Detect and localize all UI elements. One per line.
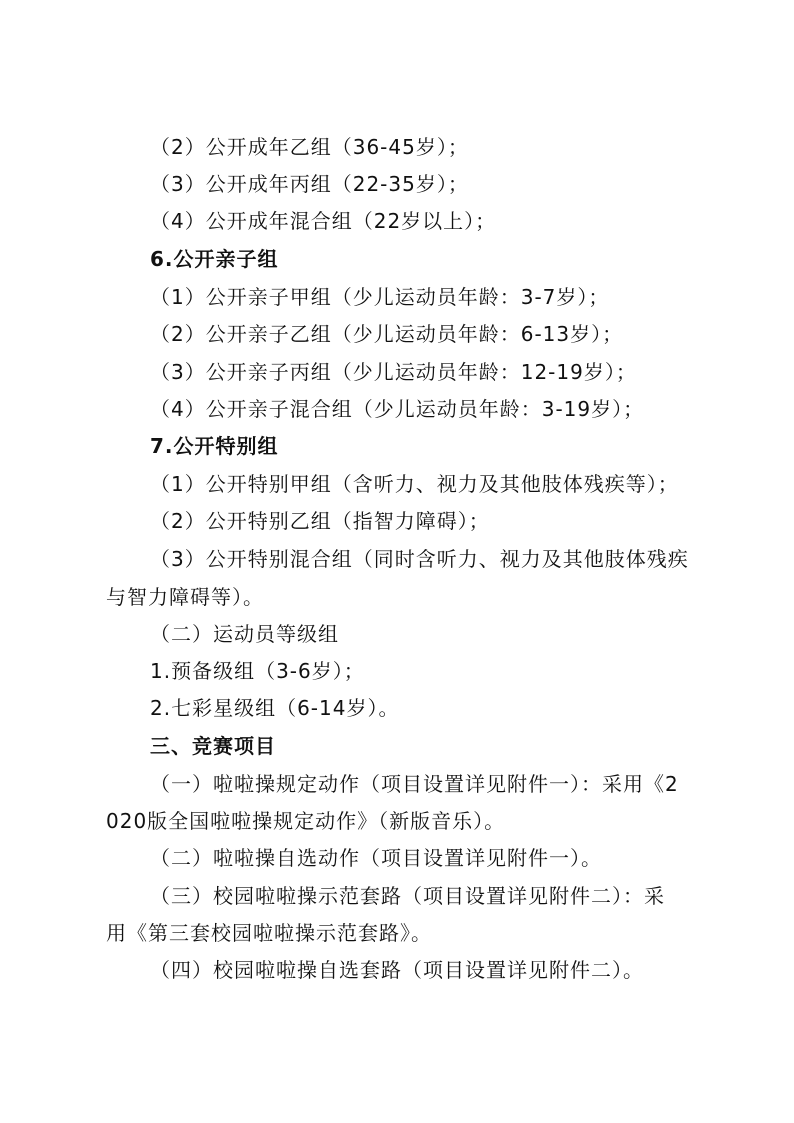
paragraph-line: （3）公开成年丙组（22-35岁）； [150, 172, 469, 196]
paragraph-line: （二）啦啦操自选动作（项目设置详见附件一）。 [150, 846, 602, 870]
paragraph-line: 020版全国啦啦操规定动作》（新版音乐）。 [106, 809, 506, 833]
paragraph-line: （1）公开亲子甲组（少儿运动员年龄：3-7岁）； [150, 285, 610, 309]
subsection-heading: （二）运动员等级组 [150, 622, 339, 646]
section-heading: 7.公开特别组 [150, 434, 279, 458]
paragraph-line: （2）公开亲子乙组（少儿运动员年龄：6-13岁）； [150, 322, 624, 346]
paragraph-line: 2.七彩星级组（6-14岁）。 [150, 696, 400, 720]
paragraph-line: （四）校园啦啦操自选套路（项目设置详见附件二）。 [150, 958, 644, 982]
paragraph-line: 1.预备级组（3-6岁）； [150, 659, 365, 683]
paragraph-line: （一）啦啦操规定动作（项目设置详见附件一）：采用《2 [150, 772, 679, 796]
paragraph-line: （2）公开成年乙组（36-45岁）； [150, 135, 469, 159]
section-heading: 三、竞赛项目 [150, 734, 276, 758]
section-heading: 6.公开亲子组 [150, 247, 279, 271]
paragraph-line: （4）公开成年混合组（22岁以上）； [150, 209, 497, 233]
paragraph-line: （2）公开特别乙组（指智力障碍）； [150, 509, 490, 533]
paragraph-line: （4）公开亲子混合组（少儿运动员年龄：3-19岁）； [150, 397, 645, 421]
paragraph-line: 用《第三套校园啦啦操示范套路》。 [106, 921, 432, 945]
paragraph-line: （1）公开特别甲组（含听力、视力及其他肢体残疾等）； [150, 472, 679, 496]
paragraph-line: （三）校园啦啦操示范套路（项目设置详见附件二）：采 [150, 884, 665, 908]
paragraph-line: （3）公开亲子丙组（少儿运动员年龄：12-19岁）； [150, 360, 637, 384]
paragraph-line: 与智力障碍等）。 [106, 585, 264, 609]
paragraph-line: （3）公开特别混合组（同时含听力、视力及其他肢体残疾 [150, 547, 689, 571]
